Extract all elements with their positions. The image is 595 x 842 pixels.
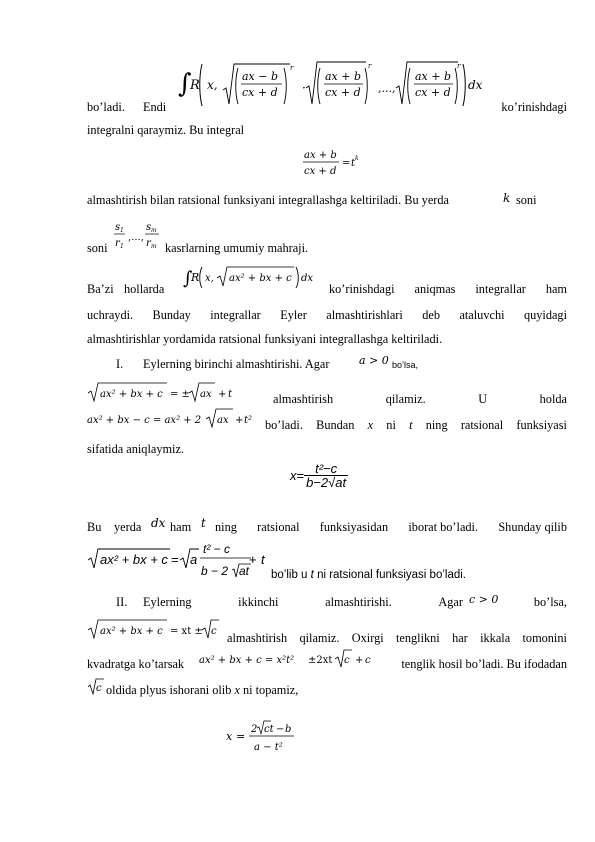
fraction-numerator: t²−c bbox=[304, 462, 348, 476]
line10-words bbox=[265, 419, 567, 431]
text-line3: almashtirish bilan ratsional funksiyani integrallashga keltiriladi. Bu yerda bbox=[87, 193, 449, 207]
svg-text:t: t bbox=[261, 552, 265, 567]
word: uchraydi. bbox=[87, 308, 134, 322]
word: integrallar bbox=[210, 308, 261, 322]
text-bu: Bu bbox=[87, 520, 102, 534]
word: ni bbox=[386, 418, 396, 432]
text-korinishdagi: ko’rinishdagi bbox=[501, 100, 567, 114]
svg-text:m: m bbox=[151, 227, 157, 234]
line16-words bbox=[227, 632, 567, 644]
fraction-denominator: b−2√at bbox=[306, 475, 347, 490]
math-x: x bbox=[234, 683, 240, 697]
svg-text:ax: ax bbox=[217, 415, 229, 426]
item2-end: bo’lsa, bbox=[533, 595, 567, 609]
formula-euler2-substitution bbox=[87, 618, 222, 640]
formula-integral-general bbox=[178, 58, 488, 110]
text-line7: almashtirishlar yordamida ratsional funksiyani integrallashga keltiriladi. bbox=[87, 332, 443, 346]
svg-text:a: a bbox=[190, 552, 198, 567]
word: qilamiz. bbox=[299, 631, 340, 645]
text-line2: integralni qaraymiz. Bu integral bbox=[87, 123, 245, 137]
svg-text:cx + d: cx + d bbox=[242, 86, 278, 99]
word: ratsional bbox=[460, 418, 504, 432]
formula-integral-quadratic bbox=[183, 264, 323, 290]
svg-text:,...,: ,..., bbox=[378, 82, 396, 95]
svg-text:x: x bbox=[226, 730, 233, 743]
text-line4: kasrlarning umumiy mahraji. bbox=[165, 241, 309, 255]
svg-text:a − t²: a − t² bbox=[254, 742, 283, 753]
item2-words bbox=[143, 596, 463, 608]
svg-text:+: + bbox=[235, 415, 244, 426]
svg-text:r: r bbox=[457, 62, 461, 70]
svg-text:r: r bbox=[368, 62, 372, 70]
svg-text:ax² + bx + c: ax² + bx + c bbox=[100, 552, 168, 567]
word: Oxirgi bbox=[351, 631, 384, 645]
svg-text:t²: t² bbox=[244, 415, 253, 426]
formula-c-positive bbox=[469, 591, 503, 607]
formula-sqrt-c bbox=[87, 677, 105, 695]
item1-text: Eylerning birinchi almashtirishi. Agar bbox=[143, 357, 330, 371]
svg-text:∫: ∫ bbox=[183, 268, 193, 289]
text-hollarda: hollarda bbox=[124, 282, 165, 296]
word: ikkinchi bbox=[238, 595, 279, 609]
word: har bbox=[452, 631, 468, 645]
word: bo’ladi. bbox=[265, 418, 303, 432]
word: iborat bo’ladi. bbox=[408, 520, 479, 534]
word: Eylerning bbox=[143, 595, 192, 609]
svg-text:b − 2: b − 2 bbox=[201, 564, 229, 578]
svg-text:+: + bbox=[355, 655, 364, 666]
line13-words bbox=[215, 521, 567, 533]
svg-text:ct: ct bbox=[264, 724, 274, 735]
svg-text:ax² + bx + c: ax² + bx + c bbox=[100, 626, 163, 637]
word: Bunday bbox=[152, 308, 191, 322]
text-endi: Endi bbox=[143, 100, 167, 114]
svg-text:1: 1 bbox=[120, 243, 124, 250]
line5-words bbox=[329, 283, 567, 295]
word: Shunday qilib bbox=[498, 520, 567, 534]
svg-text:ax + b: ax + b bbox=[304, 150, 337, 161]
word: almashtirish bbox=[273, 392, 334, 406]
math-x: x bbox=[290, 468, 297, 483]
item1-number: I. bbox=[116, 357, 124, 371]
text-ham: ham bbox=[170, 520, 192, 534]
word: ataluvchi bbox=[459, 308, 505, 322]
svg-text:k: k bbox=[355, 155, 359, 162]
svg-text:r: r bbox=[146, 238, 151, 249]
word: Bundan bbox=[316, 418, 355, 432]
svg-text:ax² + bx + c: ax² + bx + c bbox=[100, 389, 163, 400]
text-line17: kvadratga ko’tarsak bbox=[87, 657, 185, 671]
svg-text:,...,: ,..., bbox=[128, 232, 144, 243]
svg-text:c: c bbox=[96, 683, 102, 694]
svg-text:c: c bbox=[365, 655, 371, 666]
formula-substitution bbox=[302, 146, 372, 178]
text-bazi: Ba’zi bbox=[87, 282, 114, 296]
word: almashtirishlari bbox=[326, 308, 403, 322]
svg-text:x,: x, bbox=[207, 78, 218, 92]
formula-root-expression bbox=[87, 538, 267, 584]
svg-text:b: b bbox=[285, 724, 292, 735]
line6 bbox=[87, 309, 567, 321]
word: quyidagi bbox=[523, 308, 567, 322]
svg-text:cx + d: cx + d bbox=[415, 86, 451, 99]
word: ratsional bbox=[257, 520, 300, 534]
svg-text:c: c bbox=[344, 655, 350, 666]
svg-text:c: c bbox=[211, 626, 217, 637]
svg-text:c > 0: c > 0 bbox=[469, 593, 499, 606]
word: ning bbox=[425, 418, 448, 432]
svg-text:1: 1 bbox=[120, 227, 124, 234]
text-soni-2: soni bbox=[87, 241, 108, 255]
formula-euler2-squared bbox=[199, 648, 379, 670]
word: ko’rinishdagi bbox=[329, 282, 395, 296]
svg-text:ax² + bx + c = x²t²: ax² + bx + c = x²t² bbox=[199, 655, 295, 666]
svg-text:t: t bbox=[351, 158, 356, 169]
item2-number: II. bbox=[116, 595, 128, 609]
svg-text:dx: dx bbox=[468, 78, 483, 92]
svg-text:−: − bbox=[276, 724, 285, 735]
formula-x-solution-1 bbox=[290, 462, 348, 489]
word: deb bbox=[422, 308, 440, 322]
word: ning bbox=[215, 520, 237, 534]
svg-text:·: · bbox=[302, 81, 306, 95]
svg-text:ax + b: ax + b bbox=[325, 70, 362, 83]
svg-text:t² − c: t² − c bbox=[203, 542, 231, 556]
word: ikkala bbox=[480, 631, 511, 645]
svg-text:dx: dx bbox=[301, 273, 314, 284]
text-soni: soni bbox=[516, 193, 537, 207]
svg-text:R: R bbox=[190, 78, 200, 93]
formula-euler1-substitution bbox=[87, 381, 237, 403]
svg-text:ax² + bx + c: ax² + bx + c bbox=[229, 273, 292, 284]
math-x: x bbox=[367, 418, 374, 432]
svg-text:r: r bbox=[290, 64, 294, 72]
svg-text:=: = bbox=[236, 730, 246, 743]
svg-text:= ±: = ± bbox=[170, 389, 190, 400]
math-k: k bbox=[503, 191, 511, 205]
word: almashtirish bbox=[227, 631, 288, 645]
svg-text:at: at bbox=[239, 564, 250, 578]
svg-text:=: = bbox=[171, 552, 179, 567]
svg-text:x,: x, bbox=[205, 273, 214, 284]
text-oldida: oldida plyus ishorani olib bbox=[106, 683, 232, 697]
svg-text:r: r bbox=[115, 238, 120, 249]
word: ham bbox=[545, 282, 567, 296]
svg-text:cx + d: cx + d bbox=[304, 166, 337, 177]
math-dx: dx bbox=[151, 516, 166, 530]
math-equals: = bbox=[296, 468, 305, 483]
word: aniqmas bbox=[414, 282, 456, 296]
svg-text:m: m bbox=[151, 243, 157, 250]
line9-words bbox=[273, 393, 567, 405]
svg-text:R: R bbox=[191, 271, 200, 284]
text-line14 bbox=[271, 570, 466, 582]
svg-text:ax − b: ax − b bbox=[242, 70, 279, 83]
word: integrallar bbox=[475, 282, 526, 296]
word: tomonini bbox=[522, 631, 567, 645]
formula-euler1-squared bbox=[87, 406, 262, 430]
formula-x-solution-2 bbox=[226, 719, 301, 755]
word: Agar bbox=[438, 595, 463, 609]
word: holda bbox=[539, 392, 567, 406]
math-t: t bbox=[310, 569, 314, 581]
math-t: t bbox=[409, 418, 413, 432]
math-t: t bbox=[201, 516, 206, 530]
text-yerda: yerda bbox=[114, 520, 142, 534]
svg-text:s: s bbox=[115, 222, 121, 233]
text-line17-rest: tenglik hosil bo’ladi. Bu ifodadan bbox=[401, 657, 567, 671]
svg-text:=: = bbox=[342, 158, 351, 169]
text-rest: ni ratsional funksiyasi bo’ladi. bbox=[317, 569, 467, 581]
svg-text:s: s bbox=[146, 222, 152, 233]
word: almashtirishi. bbox=[325, 595, 392, 609]
word: U bbox=[478, 392, 488, 406]
text-rest: ni topamiz, bbox=[242, 683, 299, 697]
svg-text:+: + bbox=[249, 552, 257, 567]
word: funksiyasi bbox=[516, 418, 567, 432]
formula-a-positive bbox=[359, 352, 393, 368]
item1-condition: bo’lsa, bbox=[392, 360, 419, 370]
svg-text:ax + b: ax + b bbox=[415, 70, 452, 83]
formula-fractions-list bbox=[113, 218, 163, 250]
word: Eyler bbox=[280, 308, 307, 322]
svg-text:±2xt: ±2xt bbox=[308, 655, 333, 666]
svg-text:2: 2 bbox=[251, 724, 258, 735]
svg-text:+: + bbox=[218, 389, 227, 400]
text-boladi: bo’ladi. bbox=[87, 100, 125, 114]
text-boliub-u: bo’lib u bbox=[271, 569, 308, 581]
svg-text:∫: ∫ bbox=[178, 69, 192, 99]
word: funksiyasidan bbox=[319, 520, 389, 534]
svg-text:a > 0: a > 0 bbox=[359, 354, 389, 367]
text-line18 bbox=[106, 684, 298, 696]
svg-text:cx + d: cx + d bbox=[325, 86, 361, 99]
svg-text:t: t bbox=[228, 389, 233, 400]
word: tenglikni bbox=[396, 631, 440, 645]
svg-text:ax² + bx − c = ax² + 2: ax² + bx − c = ax² + 2 bbox=[87, 415, 202, 426]
svg-text:= xt ±: = xt ± bbox=[170, 626, 203, 637]
text-line11: sifatida aniqlaymiz. bbox=[87, 442, 184, 456]
word: qilamiz. bbox=[385, 392, 426, 406]
svg-text:ax: ax bbox=[200, 389, 212, 400]
